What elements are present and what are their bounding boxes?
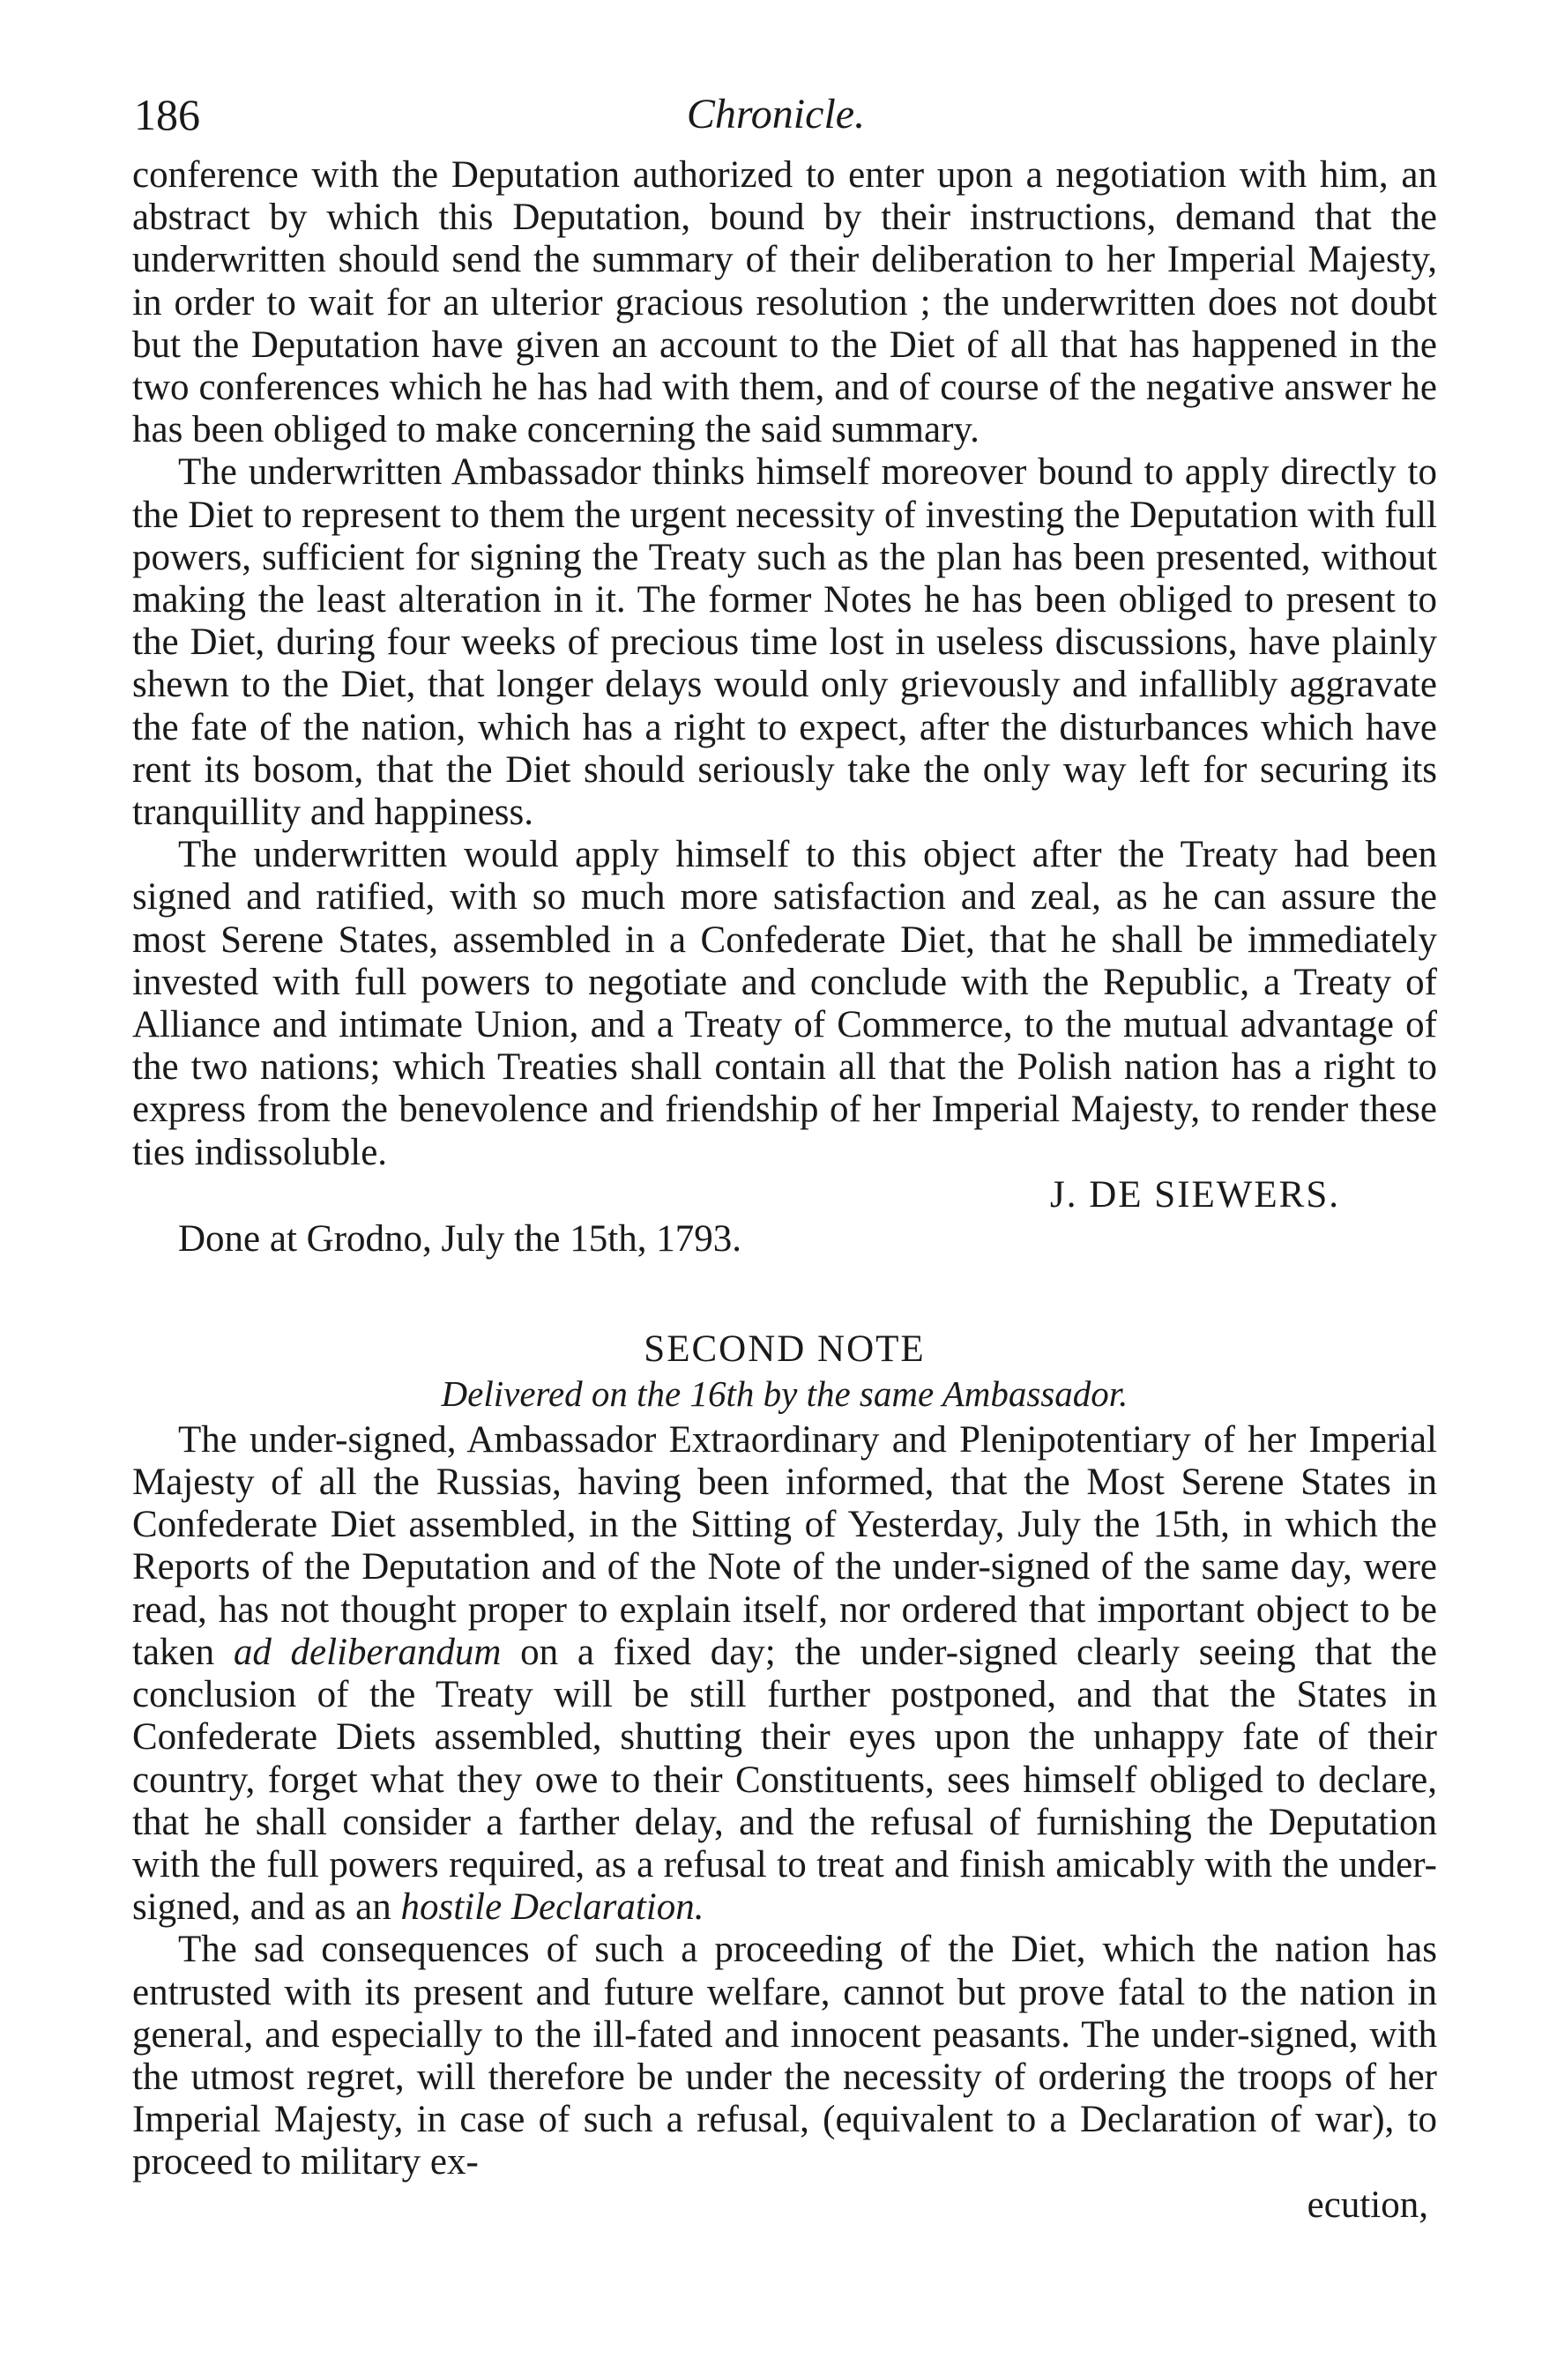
paragraph-treaty: The underwritten would apply himself to this object after the Treaty had been signed and ratified, with so much more satisfaction and zeal, as he can assure the most Serene States, assembled in a Confederate Diet, that he shall be immediately invested with full powers to negotiate and conclude with the Republic, a Treaty of Alliance and intimate Union, and a Treaty of Commerce, to the mutual advantage of the two nations; which Treaties shall contain all that the Polish nation has a right to express from the benevolence and friendship of her Imperial Majesty, to render these ties indissoluble.	[132, 834, 1437, 1173]
paragraph-conference: conference with the Deputation authorized to enter upon a negotiation with him, an abstract by which this Deputation, bound by their instructions, demand that the underwritten should send the summary of their deliberation to her Imperial Majesty, in order to wait for an ulterior gracious resolution ; the underwritten does not doubt but the Deputation have given an account to the Diet of all that has happened in the two conferences which he has had with them, and of course of the negative answer he has been obliged to make concerning the said summary.	[132, 154, 1437, 451]
signature-row	[132, 1174, 1437, 1216]
second-note-text-a: The under-signed, Ambassador Extraordinary and Plenipotentiary of her Imperial Majesty of all the Russias, having been informed, that the Most Serene States in Confederate Diet assembled, in the Sitting of Yesterday, July the 15th, in which the Reports of the Deputation and of the Note of the under-signed of the same day, were read, has not thought proper to explain itself, nor ordered that important object to be taken	[132, 1418, 1437, 1673]
section-heading: SECOND NOTE	[644, 1328, 926, 1370]
running-title: Chronicle.	[686, 91, 866, 138]
second-note-text-b: on a fixed day; the under-signed clearly seeing that the conclusion of the Treaty will be still further postponed, and that the States in Confederate Diets assembled, shutting their eyes upon the unhappy fate of their country, forget what they owe to their Constituents, sees himself obliged to declare, that he shall consider a farther delay, and the refusal of furnishing the Deputation with the full powers required, as a refusal to treat and finish amicably with the under-signed, and as an	[132, 1631, 1438, 1929]
paragraph-ambassador: The underwritten Ambassador thinks himself moreover bound to apply directly to the Diet to represent to them the urgent necessity of investing the Deputation with full powers, sufficient for signing the Treaty such as the plan has been presented, without making the least alteration in it. The former Notes he has been obliged to present to the Diet, during four weeks of precious time lost in useless discussions, have plainly shewn to the Diet, that longer delays would only grievously and infallibly aggravate the fate of the nation, which has a right to expect, after the disturbances which have rent its bosom, that the Diet should seriously take the only way left for securing its tranquillity and happiness.	[132, 451, 1437, 834]
dateline: Done at Grodno, July the 15th, 1793.	[178, 1217, 741, 1260]
running-head	[123, 84, 1428, 145]
signature-name: J. DE SIEWERS.	[1050, 1173, 1340, 1216]
section-subheading: Delivered on the 16th by the same Ambassador.	[441, 1372, 1129, 1414]
latin-phrase: ad deliberandum	[233, 1631, 502, 1673]
paragraph-second-note	[132, 1419, 1437, 1929]
page-number: 186	[134, 90, 200, 139]
hostile-declaration: hostile Declaration.	[400, 1886, 704, 1929]
body-text	[132, 154, 1437, 2227]
paragraph-consequences: The sad consequences of such a proceeding of the Diet, which the nation has entrusted with its present and future welfare, cannot but prove fatal to the nation in general, and especially to the ill-fated and innocent peasants. The under-signed, with the utmost regret, will therefore be under the necessity of ordering the troops of her Imperial Majesty, in case of such a refusal, (equivalent to a Declaration of war), to proceed to military ex-	[132, 1929, 1437, 2183]
catchword: ecution,	[1307, 2183, 1428, 2226]
